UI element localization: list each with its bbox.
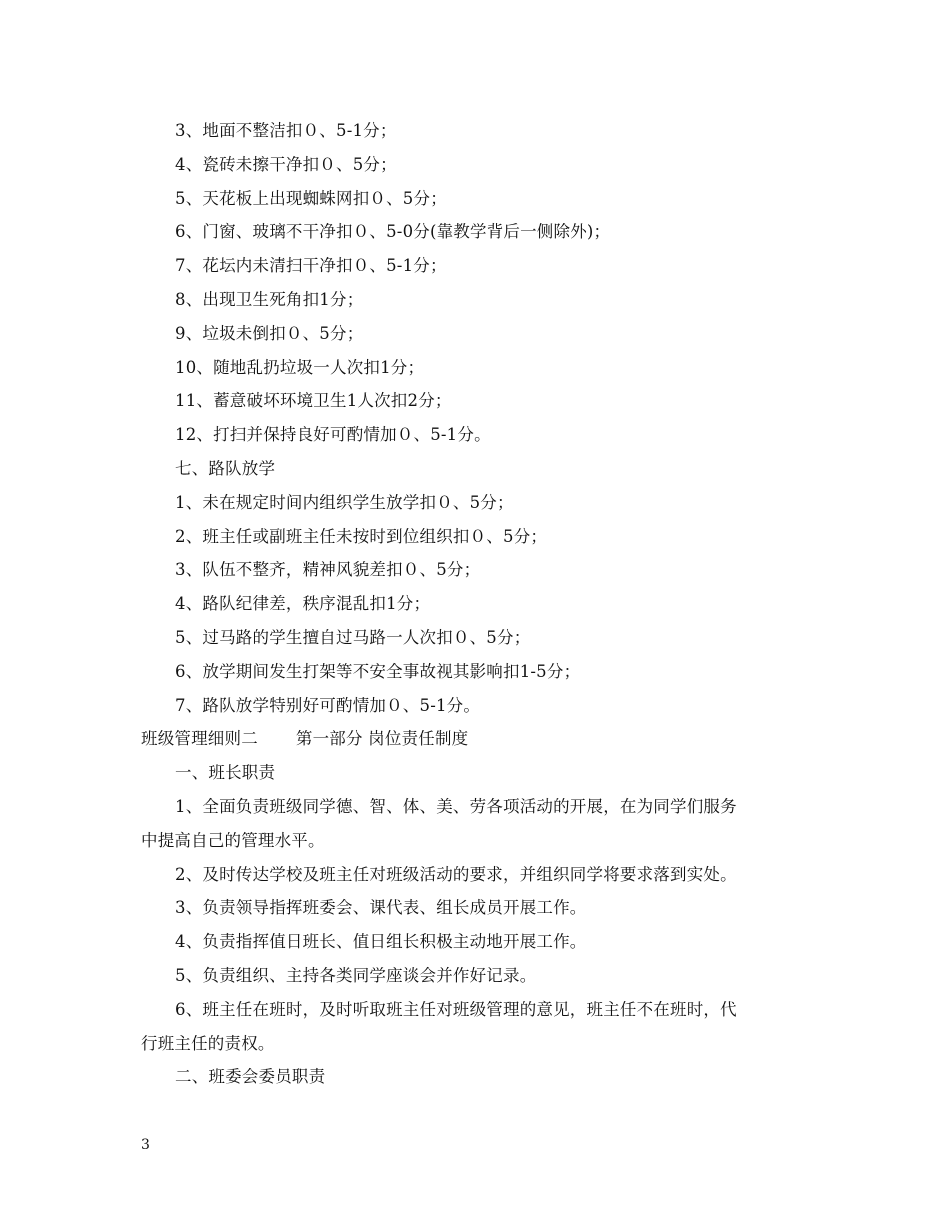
list-item: 3、队伍不整齐，精神风貌差扣０、5分； [175, 560, 481, 580]
paragraph-line: 中提高自己的管理水平。 [141, 830, 325, 850]
section-heading: 七、路队放学 [175, 458, 276, 478]
document-body [141, 114, 821, 1094]
page-number: 3 [141, 1137, 150, 1153]
section-heading: 一、班长职责 [175, 763, 276, 783]
part-heading [141, 722, 821, 756]
list-item: 2、班主任或副班主任未按时到位组织扣０、5分； [175, 526, 548, 546]
paragraph-line: 6、班主任在班时，及时听取班主任对班级管理的意见，班主任不在班时，代 [175, 999, 737, 1019]
list-item: 6、放学期间发生打架等不安全事故视其影响扣1-5分； [175, 661, 581, 681]
paragraph-line: 3、负责领导指挥班委会、课代表、组长成员开展工作。 [175, 898, 587, 918]
list-item: 7、路队放学特别好可酌情加０、5-1分。 [175, 695, 481, 715]
list-item: 10、随地乱扔垃圾一人次扣1分； [175, 357, 425, 377]
list-item: 5、天花板上出现蜘蛛网扣０、5分； [175, 188, 447, 208]
list-item: 9、垃圾未倒扣０、5分； [175, 323, 364, 343]
paragraph-line: 4、负责指挥值日班长、值日组长积极主动地开展工作。 [175, 932, 587, 952]
paragraph-line: 5、负责组织、主持各类同学座谈会并作好记录。 [175, 965, 537, 985]
document-title: 班级管理细则二 [141, 729, 258, 749]
list-item: 4、路队纪律差，秩序混乱扣1分； [175, 594, 431, 614]
list-item: 6、门窗、玻璃不干净扣０、5-0分(靠教学背后一侧除外)； [175, 222, 611, 242]
list-item: 7、花坛内未清扫干净扣０、5-1分； [175, 256, 447, 276]
paragraph-line: 1、全面负责班级同学德、智、体、美、劳各项活动的开展，在为同学们服务 [175, 796, 737, 816]
list-item: 5、过马路的学生擅自过马路一人次扣０、5分； [175, 627, 531, 647]
list-item: 1、未在规定时间内组织学生放学扣０、5分； [175, 492, 514, 512]
paragraph-line: 2、及时传达学校及班主任对班级活动的要求，并组织同学将要求落到实处。 [175, 864, 737, 884]
section-heading: 二、班委会委员职责 [175, 1067, 326, 1087]
list-item: 12、打扫并保持良好可酌情加０、5-1分。 [175, 425, 491, 445]
paragraph-line: 行班主任的责权。 [141, 1033, 275, 1053]
part-title: 第一部分 岗位责任制度 [295, 729, 469, 749]
list-item: 4、瓷砖未擦干净扣０、5分； [175, 154, 397, 174]
list-item: 11、蓄意破坏环境卫生1人次扣2分； [175, 391, 452, 411]
list-item: 8、出现卫生死角扣1分； [175, 289, 364, 309]
list-item: 3、地面不整洁扣０、5-1分； [175, 121, 397, 140]
